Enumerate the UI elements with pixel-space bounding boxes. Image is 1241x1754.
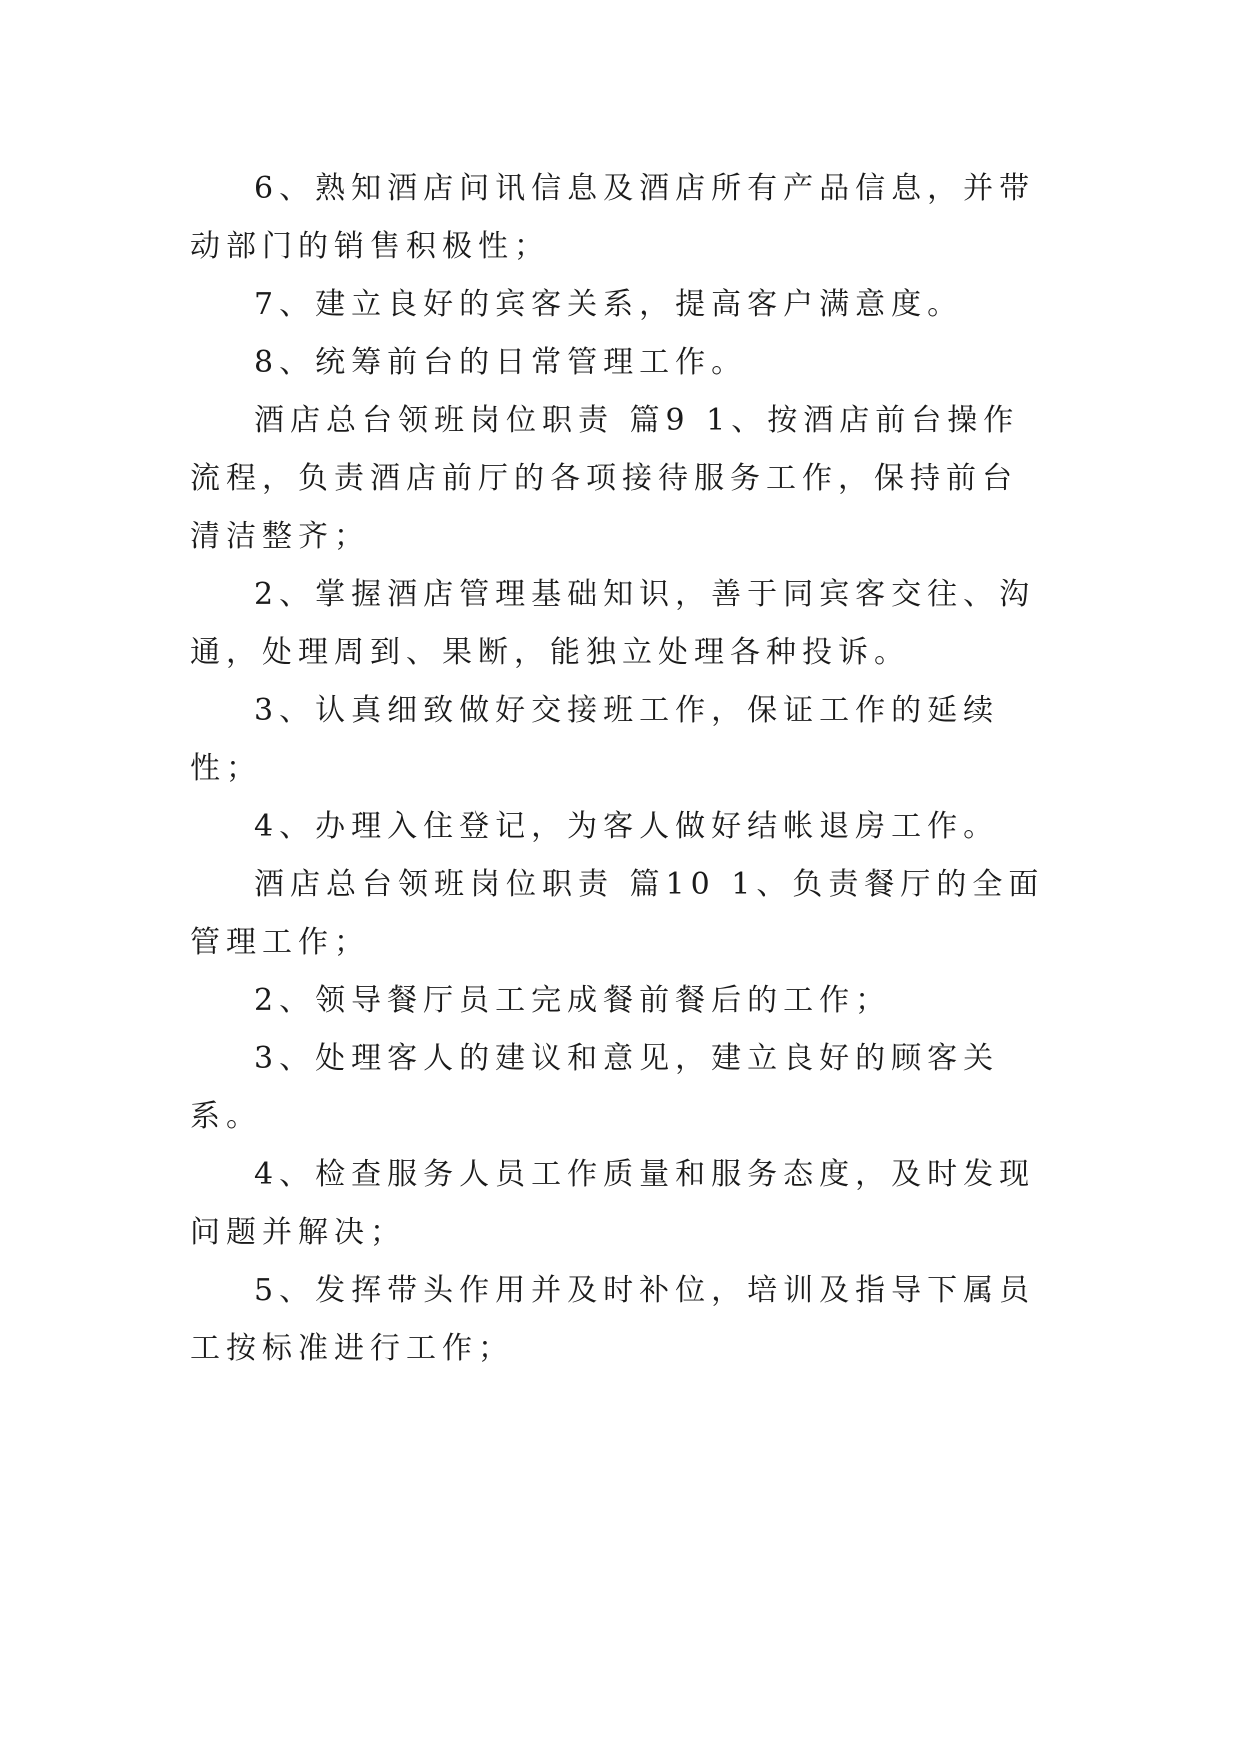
paragraph-item-2b: 2、领导餐厅员工完成餐前餐后的工作； xyxy=(254,983,892,1018)
paragraph-item-4b: 4、检查服务人员工作质量和服务态度，及时发现问题并解决； xyxy=(190,1157,1036,1250)
paragraph-item-4: 4、办理入住登记，为客人做好结帐退房工作。 xyxy=(254,809,1000,844)
document-body xyxy=(190,160,1047,1378)
paragraph-item-8: 8、统筹前台的日常管理工作。 xyxy=(254,345,748,380)
paragraph-item-6: 6、熟知酒店问讯信息及酒店所有产品信息，并带动部门的销售积极性； xyxy=(190,171,1036,264)
paragraph-item-2: 2、掌握酒店管理基础知识，善于同宾客交往、沟通，处理周到、果断，能独立处理各种投诉。 xyxy=(190,577,1036,670)
section-heading-10: 酒店总台领班岗位职责 篇10 1、负责餐厅的全面管理工作； xyxy=(190,867,1045,960)
paragraph-item-3: 3、认真细致做好交接班工作，保证工作的延续性； xyxy=(190,693,1000,786)
paragraph-item-7: 7、建立良好的宾客关系，提高客户满意度。 xyxy=(254,287,964,322)
paragraph-item-5b: 5、发挥带头作用并及时补位，培训及指导下属员工按标准进行工作； xyxy=(190,1273,1036,1366)
section-heading-9: 酒店总台领班岗位职责 篇9 1、按酒店前台操作流程，负责酒店前厅的各项接待服务工作，保持前台清洁整齐； xyxy=(190,403,1020,554)
paragraph-item-3b: 3、处理客人的建议和意见，建立良好的顾客关系。 xyxy=(190,1041,1000,1134)
